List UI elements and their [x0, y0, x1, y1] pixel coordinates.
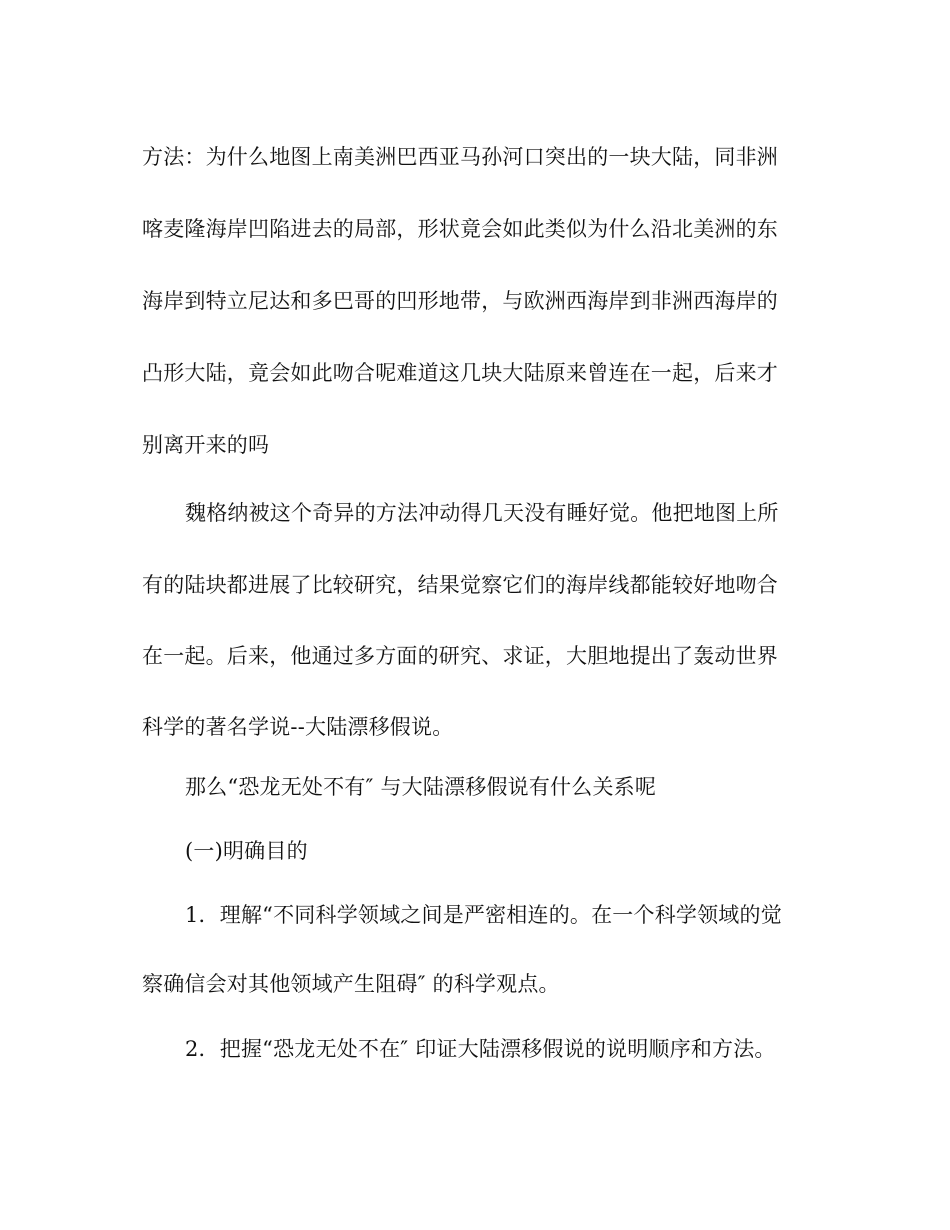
section-heading: (一)明确目的 [185, 839, 308, 863]
paragraph-2-line-1: 魏格纳被这个奇异的方法冲动得几天没有睡好觉。他把地图上所 [185, 501, 779, 525]
paragraph-3-line-1: 那么“恐龙无处不有″ 与大陆漂移假说有什么关系呢 [185, 775, 657, 799]
paragraph-1-line-1: 方法：为什么地图上南美洲巴西亚马孙河口突出的一块大陆，同非洲 [142, 145, 778, 169]
paragraph-2-line-2: 有的陆块都进展了比较研究，结果觉察它们的海岸线都能较好地吻合 [142, 573, 778, 597]
paragraph-1-line-5: 别离开来的吗 [142, 433, 270, 457]
paragraph-2-line-3: 在一起。后来，他通过多方面的研究、求证，大胆地提出了轰动世界 [142, 644, 778, 668]
paragraph-1-line-4: 凸形大陆，竟会如此吻合呢难道这几块大陆原来曾连在一起，后来才 [142, 361, 778, 385]
list-item-1-line-2: 察确信会对其他领域产生阻碍″ 的科学观点。 [142, 972, 560, 996]
paragraph-2-line-4: 科学的著名学说--大陆漂移假说。 [142, 715, 454, 739]
paragraph-1-line-2: 喀麦隆海岸凹陷进去的局部，形状竟会如此类似为什么沿北美洲的东 [142, 217, 778, 241]
list-item-2-line-1: 2．把握“恐龙无处不在″ 印证大陆漂移假说的说明顺序和方法。 [185, 1037, 776, 1061]
paragraph-1-line-3: 海岸到特立尼达和多巴哥的凹形地带，与欧洲西海岸到非洲西海岸的 [142, 289, 778, 313]
list-item-1-line-1: 1．理解“不同科学领域之间是严密相连的。在一个科学领域的觉 [185, 903, 782, 927]
